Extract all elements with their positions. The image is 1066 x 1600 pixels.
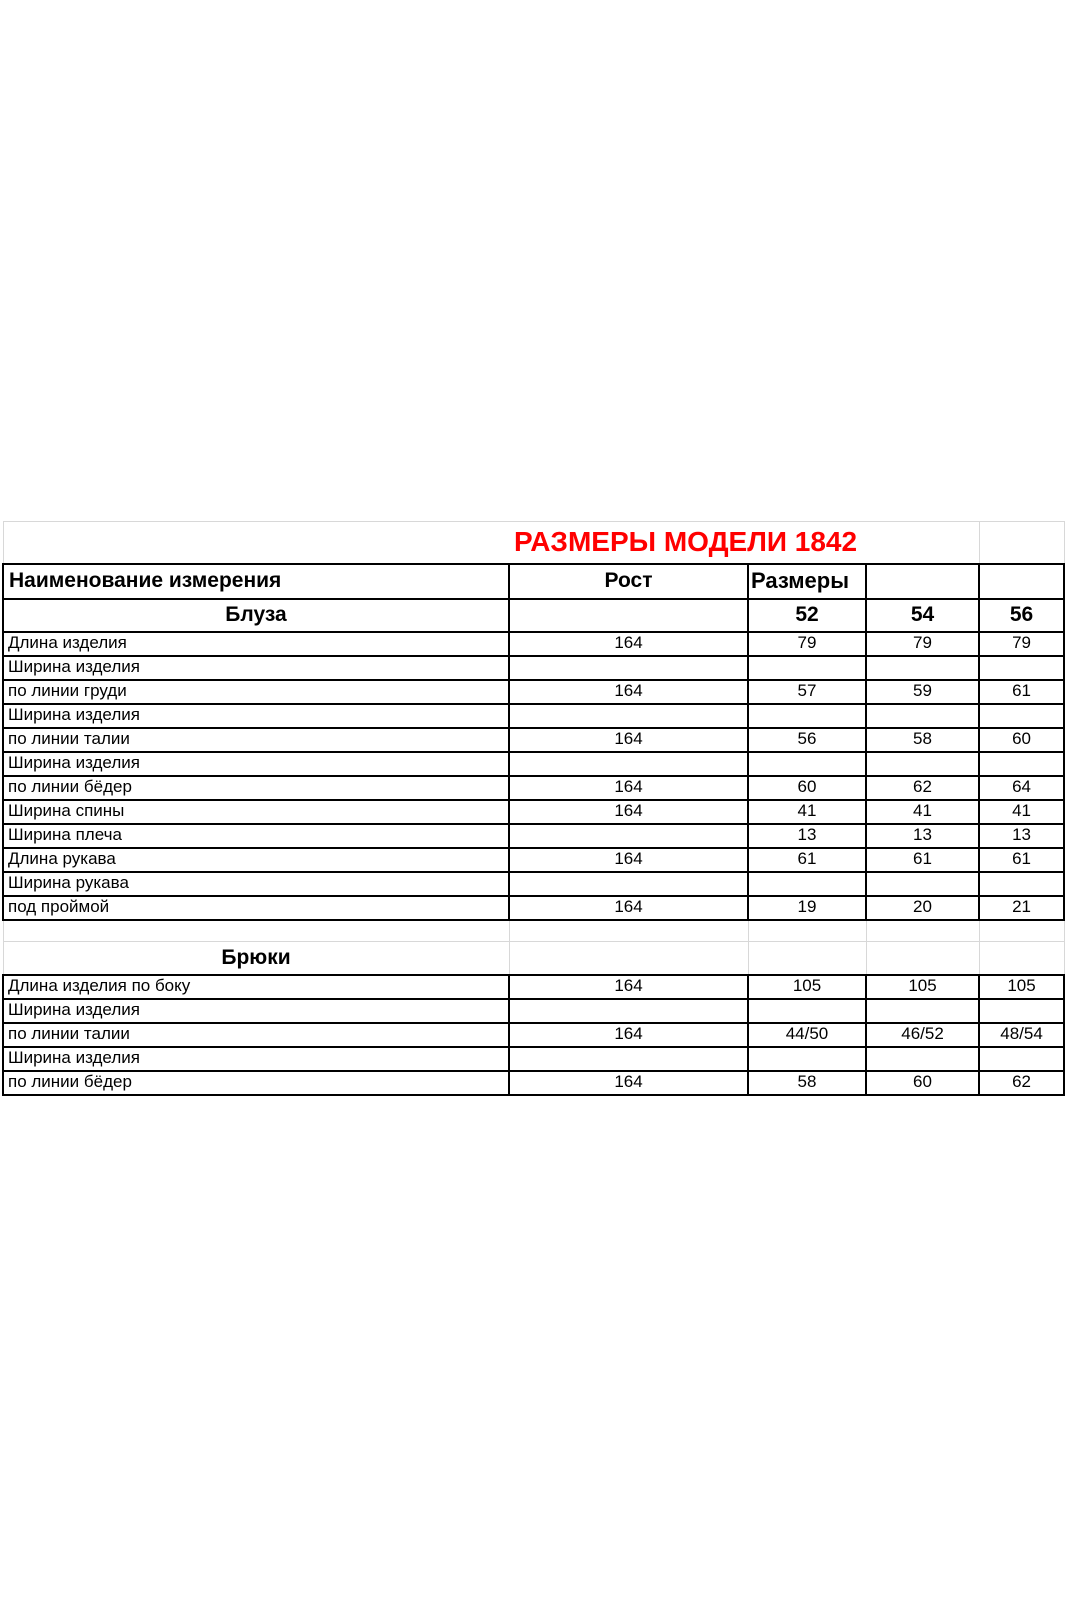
size-value: 61 bbox=[979, 680, 1064, 704]
measurement-row bbox=[3, 848, 1064, 872]
measurement-label: Длина изделия по боку bbox=[3, 975, 509, 999]
size-value: 59 bbox=[866, 680, 979, 704]
size-value: 64 bbox=[979, 776, 1064, 800]
empty-cell bbox=[3, 920, 509, 942]
size-value: 44/50 bbox=[748, 1023, 866, 1047]
measurement-row bbox=[3, 656, 1064, 680]
measurement-label: по линии груди bbox=[3, 680, 509, 704]
size-value: 41 bbox=[866, 800, 979, 824]
column-header-empty bbox=[866, 564, 979, 599]
measurement-label: под проймой bbox=[3, 896, 509, 920]
measurement-label: по линии талии bbox=[3, 1023, 509, 1047]
measurement-row bbox=[3, 872, 1064, 896]
size-value: 61 bbox=[748, 848, 866, 872]
size-value: 79 bbox=[979, 632, 1064, 656]
measurement-label: по линии талии bbox=[3, 728, 509, 752]
height-value: 164 bbox=[509, 728, 748, 752]
height-value bbox=[509, 999, 748, 1023]
size-value: 13 bbox=[979, 824, 1064, 848]
measurement-row bbox=[3, 800, 1064, 824]
height-value bbox=[509, 872, 748, 896]
height-value: 164 bbox=[509, 776, 748, 800]
measurement-label: Ширина плеча bbox=[3, 824, 509, 848]
size-value: 60 bbox=[748, 776, 866, 800]
measurement-row bbox=[3, 896, 1064, 920]
empty-cell bbox=[509, 599, 748, 632]
height-value bbox=[509, 824, 748, 848]
size-value: 13 bbox=[748, 824, 866, 848]
size-value: 62 bbox=[866, 776, 979, 800]
measurement-row bbox=[3, 632, 1064, 656]
size-value bbox=[748, 1047, 866, 1071]
size-value bbox=[748, 752, 866, 776]
size-value: 48/54 bbox=[979, 1023, 1064, 1047]
size-value bbox=[979, 752, 1064, 776]
measurement-label: Ширина изделия bbox=[3, 656, 509, 680]
height-value: 164 bbox=[509, 680, 748, 704]
size-value: 41 bbox=[748, 800, 866, 824]
measurement-label: Ширина изделия bbox=[3, 1047, 509, 1071]
size-value: 56 bbox=[748, 728, 866, 752]
size-value: 41 bbox=[979, 800, 1064, 824]
trousers-section-row bbox=[3, 942, 1064, 975]
height-value bbox=[509, 656, 748, 680]
measurement-row bbox=[3, 728, 1064, 752]
measurement-label: Ширина изделия bbox=[3, 999, 509, 1023]
empty-cell bbox=[866, 920, 979, 942]
size-value bbox=[979, 872, 1064, 896]
size-chart-table bbox=[2, 521, 1065, 1096]
size-value: 46/52 bbox=[866, 1023, 979, 1047]
column-header-sizes: Размеры bbox=[748, 564, 866, 599]
size-value bbox=[748, 872, 866, 896]
size-value: 62 bbox=[979, 1071, 1064, 1095]
size-value: 60 bbox=[866, 1071, 979, 1095]
size-value: 58 bbox=[748, 1071, 866, 1095]
title-left-empty-cell bbox=[3, 522, 509, 564]
measurement-row bbox=[3, 824, 1064, 848]
size-value: 105 bbox=[748, 975, 866, 999]
size-value bbox=[748, 704, 866, 728]
empty-cell bbox=[979, 920, 1064, 942]
size-header-56: 56 bbox=[979, 599, 1064, 632]
column-header-height: Рост bbox=[509, 564, 748, 599]
size-value: 19 bbox=[748, 896, 866, 920]
size-value: 79 bbox=[866, 632, 979, 656]
size-header-52: 52 bbox=[748, 599, 866, 632]
size-value bbox=[979, 656, 1064, 680]
measurement-label: по линии бёдер bbox=[3, 1071, 509, 1095]
height-value bbox=[509, 704, 748, 728]
empty-cell bbox=[509, 942, 748, 975]
empty-cell bbox=[509, 920, 748, 942]
measurement-label: Ширина изделия bbox=[3, 752, 509, 776]
spacer-row bbox=[3, 920, 1064, 942]
empty-cell bbox=[748, 942, 866, 975]
height-value: 164 bbox=[509, 800, 748, 824]
size-value bbox=[866, 872, 979, 896]
title-row bbox=[3, 522, 1064, 564]
height-value bbox=[509, 752, 748, 776]
column-header-empty bbox=[979, 564, 1064, 599]
size-value: 58 bbox=[866, 728, 979, 752]
size-value bbox=[866, 1047, 979, 1071]
size-value: 105 bbox=[866, 975, 979, 999]
measurement-row bbox=[3, 752, 1064, 776]
measurement-label: Длина рукава bbox=[3, 848, 509, 872]
empty-cell bbox=[748, 920, 866, 942]
measurement-row bbox=[3, 1047, 1064, 1071]
size-value: 79 bbox=[748, 632, 866, 656]
blouse-section-row bbox=[3, 599, 1064, 632]
page-title: РАЗМЕРЫ МОДЕЛИ 1842 bbox=[509, 522, 979, 564]
size-value bbox=[979, 999, 1064, 1023]
size-value bbox=[748, 999, 866, 1023]
size-value: 20 bbox=[866, 896, 979, 920]
height-value: 164 bbox=[509, 1071, 748, 1095]
measurement-row bbox=[3, 776, 1064, 800]
trousers-section-label: Брюки bbox=[3, 942, 509, 975]
blouse-section-label: Блуза bbox=[3, 599, 509, 632]
measurement-row bbox=[3, 975, 1064, 999]
column-header-name: Наименование измерения bbox=[3, 564, 509, 599]
table-header-row bbox=[3, 564, 1064, 599]
measurement-row bbox=[3, 680, 1064, 704]
measurement-row bbox=[3, 999, 1064, 1023]
height-value bbox=[509, 1047, 748, 1071]
size-value: 60 bbox=[979, 728, 1064, 752]
measurement-row bbox=[3, 704, 1064, 728]
title-right-empty-cell bbox=[979, 522, 1064, 564]
measurement-label: Длина изделия bbox=[3, 632, 509, 656]
height-value: 164 bbox=[509, 632, 748, 656]
size-value bbox=[748, 656, 866, 680]
size-value bbox=[866, 752, 979, 776]
size-value bbox=[866, 704, 979, 728]
measurement-label: Ширина изделия bbox=[3, 704, 509, 728]
height-value: 164 bbox=[509, 975, 748, 999]
measurement-row bbox=[3, 1071, 1064, 1095]
size-value: 57 bbox=[748, 680, 866, 704]
size-value bbox=[866, 656, 979, 680]
measurement-label: Ширина спины bbox=[3, 800, 509, 824]
size-value bbox=[866, 999, 979, 1023]
size-value: 21 bbox=[979, 896, 1064, 920]
empty-cell bbox=[866, 942, 979, 975]
size-header-54: 54 bbox=[866, 599, 979, 632]
height-value: 164 bbox=[509, 1023, 748, 1047]
size-value: 61 bbox=[979, 848, 1064, 872]
height-value: 164 bbox=[509, 896, 748, 920]
size-value: 61 bbox=[866, 848, 979, 872]
empty-cell bbox=[979, 942, 1064, 975]
size-value bbox=[979, 704, 1064, 728]
size-value bbox=[979, 1047, 1064, 1071]
measurement-label: Ширина рукава bbox=[3, 872, 509, 896]
size-chart-sheet bbox=[2, 521, 1065, 1096]
measurement-row bbox=[3, 1023, 1064, 1047]
height-value: 164 bbox=[509, 848, 748, 872]
size-value: 13 bbox=[866, 824, 979, 848]
size-value: 105 bbox=[979, 975, 1064, 999]
measurement-label: по линии бёдер bbox=[3, 776, 509, 800]
